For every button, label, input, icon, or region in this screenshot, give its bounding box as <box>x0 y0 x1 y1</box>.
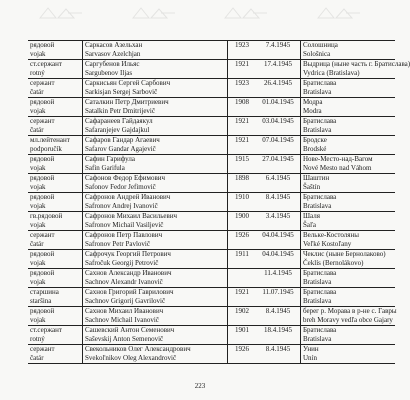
name-slovak: Sachnov Grigorij Gavrilovič <box>85 297 166 305</box>
name-russian: Сафронов Михаил Васильевич <box>85 212 178 220</box>
death-date: 11.4.1945 <box>264 269 292 277</box>
name-cell <box>83 117 228 136</box>
rank-russian: старшина <box>30 288 59 296</box>
birth-year: 1926 <box>235 231 249 239</box>
death-date-cell <box>256 212 301 231</box>
place-slovak: Veľké Kostoľany <box>303 240 352 248</box>
birth-year-cell <box>228 288 257 307</box>
place-russian: Чеклис (ныне Бернолаково) <box>303 250 386 258</box>
name-russian: Сафронов Андрей Иванович <box>85 193 171 201</box>
rank-slovak: vojak <box>30 50 46 58</box>
table-row <box>28 231 395 250</box>
name-russian: Сашевский Антон Семенович <box>85 326 175 334</box>
birth-year-cell <box>228 136 257 155</box>
name-slovak: Safonov Fedor Jefimovič <box>85 183 156 191</box>
name-slovak: Safronov Petr Pavlovič <box>85 240 150 248</box>
rank-slovak: staršina <box>30 297 52 305</box>
watermark-emblem-icon <box>38 6 84 20</box>
place-slovak: Bratislava <box>303 88 332 96</box>
rank-cell <box>28 79 83 98</box>
name-russian: Сафаров Гандар Агаевич <box>85 136 160 144</box>
rank-cell <box>28 117 83 136</box>
rank-cell <box>28 212 83 231</box>
death-date-cell <box>256 60 301 79</box>
name-cell <box>83 212 228 231</box>
rank-slovak: čatár <box>30 240 44 248</box>
rank-slovak: vojak <box>30 202 46 210</box>
table-row <box>28 41 395 60</box>
name-russian: Сахнов Григорий Гаврилович <box>85 288 174 296</box>
place-russian: Братислава <box>303 79 337 87</box>
death-date: 01.04.1945 <box>262 98 294 106</box>
page-number: 223 <box>194 382 206 390</box>
birth-year-cell <box>228 79 257 98</box>
birth-year: 1911 <box>235 250 249 258</box>
table-row <box>28 288 395 307</box>
table-row <box>28 155 395 174</box>
name-cell <box>83 174 228 193</box>
name-russian: Сахнов Михаил Иванович <box>85 307 164 315</box>
name-russian: Сафин Гарифула <box>85 155 135 163</box>
birth-year: 1921 <box>235 117 249 125</box>
death-date: 11.07.1945 <box>262 288 294 296</box>
rank-cell <box>28 98 83 117</box>
name-russian: Саргубенов Ильяс <box>85 60 140 68</box>
name-cell <box>83 307 228 326</box>
burial-place-cell <box>301 193 396 212</box>
name-cell <box>83 193 228 212</box>
rank-russian: рядовой <box>30 98 55 106</box>
table-row <box>28 326 395 345</box>
place-slovak: breh Moravy vedľa obce Gajary <box>303 316 393 324</box>
place-russian: Братислава <box>303 193 337 201</box>
rank-cell <box>28 345 83 364</box>
rank-cell <box>28 307 83 326</box>
birth-year: 1900 <box>235 212 249 220</box>
rank-russian: сержант <box>30 345 55 353</box>
birth-year-cell <box>228 212 257 231</box>
rank-slovak: vojak <box>30 259 46 267</box>
name-slovak: Svekoľnikov Oleg Alexandrovič <box>85 354 177 362</box>
burial-records-table <box>28 40 410 364</box>
burial-place-cell <box>301 98 396 117</box>
birth-year-cell <box>228 174 257 193</box>
death-date: 17.4.1945 <box>264 60 292 68</box>
birth-year: 1923 <box>235 79 249 87</box>
birth-year-cell <box>228 269 257 288</box>
place-russian: Солошница <box>303 41 338 49</box>
name-slovak: Safin Garifula <box>85 164 125 172</box>
place-russian: Шаля <box>303 212 320 220</box>
name-slovak: Sargubenov Iljas <box>85 69 133 77</box>
burial-place-cell <box>301 269 396 288</box>
rank-russian: ст.сержант <box>30 326 62 334</box>
name-cell <box>83 231 228 250</box>
birth-year-cell <box>228 307 257 326</box>
place-slovak: Unín <box>303 354 317 362</box>
rank-slovak: vojak <box>30 316 46 324</box>
table-row <box>28 60 395 79</box>
burial-place-cell <box>301 345 396 364</box>
place-slovak: Nové Mesto nad Váhom <box>303 164 372 172</box>
rank-cell <box>28 60 83 79</box>
watermark-emblem-icon <box>223 6 269 20</box>
birth-year: 1898 <box>235 174 249 182</box>
death-date-cell <box>256 288 301 307</box>
birth-year-cell <box>228 326 257 345</box>
birth-year: 1910 <box>235 193 249 201</box>
rank-slovak: vojak <box>30 278 46 286</box>
death-date: 6.4.1945 <box>265 174 291 182</box>
rank-russian: сержант <box>30 117 55 125</box>
name-cell <box>83 79 228 98</box>
place-russian: Братислава <box>303 326 337 334</box>
name-cell <box>83 326 228 345</box>
burial-place-cell <box>301 326 396 345</box>
rank-slovak: podporučík <box>30 145 62 153</box>
birth-year: 1901 <box>235 326 249 334</box>
birth-year: 1923 <box>235 41 249 49</box>
place-slovak: Modra <box>303 107 322 115</box>
watermark-emblem-icon <box>131 6 177 20</box>
name-cell <box>83 345 228 364</box>
birth-year: 1908 <box>235 98 249 106</box>
burial-place-cell <box>301 174 396 193</box>
rank-russian: рядовой <box>30 155 55 163</box>
death-date-cell <box>256 345 301 364</box>
birth-year-cell <box>228 41 257 60</box>
death-date: 27.04.1945 <box>262 155 294 163</box>
burial-place-cell <box>301 231 396 250</box>
place-russian: Братислава <box>303 117 337 125</box>
burial-place-cell <box>301 155 396 174</box>
name-slovak: Sarkisjan Sergej Sarbovič <box>85 88 158 96</box>
death-date: 04.04.1945 <box>262 231 294 239</box>
birth-year: 1921 <box>235 60 249 68</box>
burial-place-cell <box>301 288 396 307</box>
rank-russian: сержант <box>30 231 55 239</box>
rank-slovak: čatár <box>30 354 44 362</box>
death-date-cell <box>256 231 301 250</box>
rank-cell <box>28 41 83 60</box>
name-cell <box>83 41 228 60</box>
name-cell <box>83 98 228 117</box>
death-date-cell <box>256 174 301 193</box>
place-slovak: Šaľa <box>303 221 316 229</box>
place-slovak: Bratislava <box>303 126 332 134</box>
burial-place-cell <box>301 79 396 98</box>
rank-russian: мл.лейтенант <box>30 136 70 144</box>
rank-russian: ст.сержант <box>30 60 62 68</box>
rank-russian: рядовой <box>30 250 55 258</box>
rank-russian: рядовой <box>30 193 55 201</box>
birth-year-cell <box>228 98 257 117</box>
table-row <box>28 212 395 231</box>
place-russian: Унин <box>303 345 319 353</box>
name-cell <box>83 269 228 288</box>
place-russian: берег р. Морава в р-не с. Гавры <box>303 307 397 315</box>
death-date: 8.4.1945 <box>265 193 291 201</box>
birth-year-cell <box>228 60 257 79</box>
name-slovak: Satalkin Petr Dmitrijevič <box>85 107 155 115</box>
rank-russian: рядовой <box>30 307 55 315</box>
name-slovak: Safaranjejev Gajdajkul <box>85 126 150 134</box>
death-date: 26.4.1945 <box>264 79 292 87</box>
rank-cell <box>28 193 83 212</box>
place-russian: Модра <box>303 98 323 106</box>
birth-year-cell <box>228 193 257 212</box>
table-row <box>28 250 395 269</box>
burial-place-cell <box>301 60 410 79</box>
burial-place-cell <box>301 212 396 231</box>
rank-russian: рядовой <box>30 174 55 182</box>
death-date-cell <box>256 307 301 326</box>
birth-year-cell <box>228 117 257 136</box>
rank-cell <box>28 136 83 155</box>
burial-place-cell <box>301 117 396 136</box>
birth-year-cell <box>228 345 257 364</box>
place-russian: Выдрица (ныне часть г. Братислава) <box>303 60 410 68</box>
rank-slovak: rotný <box>30 335 45 343</box>
death-date-cell <box>256 136 301 155</box>
place-slovak: Brodské <box>303 145 327 153</box>
table-row <box>28 117 395 136</box>
name-cell <box>83 250 228 269</box>
place-slovak: Sološnica <box>303 50 331 58</box>
place-russian: Бродске <box>303 136 327 144</box>
rank-cell <box>28 250 83 269</box>
death-date-cell <box>256 117 301 136</box>
rank-slovak: rotný <box>30 69 45 77</box>
birth-year: 1902 <box>235 307 249 315</box>
table-row <box>28 345 395 364</box>
rank-slovak: vojak <box>30 183 46 191</box>
place-slovak: Bratislava <box>303 202 332 210</box>
table-row <box>28 98 395 117</box>
death-date: 18.4.1945 <box>264 326 292 334</box>
rank-cell <box>28 231 83 250</box>
name-slovak: Sachnov Michail Ivanovič <box>85 316 159 324</box>
name-cell <box>83 288 228 307</box>
name-slovak: Safročuk Georgij Petrovič <box>85 259 159 267</box>
place-slovak: Bratislava <box>303 297 332 305</box>
name-russian: Свекольников Олег Александрович <box>85 345 191 353</box>
place-slovak: Bratislava <box>303 278 332 286</box>
name-cell <box>83 136 228 155</box>
table-row <box>28 136 395 155</box>
name-slovak: Saševskij Anton Semenovič <box>85 335 164 343</box>
burial-place-cell <box>301 250 396 269</box>
death-date-cell <box>256 155 301 174</box>
name-russian: Саркисьян Сергей Сарбович <box>85 79 171 87</box>
birth-year: 1915 <box>235 155 249 163</box>
birth-year: 1926 <box>235 345 249 353</box>
death-date-cell <box>256 250 301 269</box>
name-russian: Сафрочук Георгий Петрович <box>85 250 171 258</box>
rank-slovak: vojak <box>30 221 46 229</box>
death-date-cell <box>256 41 301 60</box>
birth-year-cell <box>228 231 257 250</box>
rank-slovak: čatár <box>30 126 44 134</box>
name-russian: Сафонов Федор Ефимович <box>85 174 166 182</box>
name-russian: Сафронов Петр Павлович <box>85 231 163 239</box>
rank-slovak: čatár <box>30 88 44 96</box>
rank-russian: рядовой <box>30 269 55 277</box>
rank-russian: рядовой <box>30 41 55 49</box>
records-body <box>28 41 410 364</box>
death-date-cell <box>256 326 301 345</box>
burial-place-cell <box>301 41 396 60</box>
death-date: 07.04.1945 <box>262 136 294 144</box>
death-date-cell <box>256 98 301 117</box>
place-slovak: Bratislava <box>303 335 332 343</box>
name-slovak: Sarvasov Azelchjan <box>85 50 141 58</box>
death-date-cell <box>256 79 301 98</box>
name-russian: Саталкин Петр Дмитриевич <box>85 98 169 106</box>
place-russian: Нове-Место-над-Вагом <box>303 155 373 163</box>
death-date-cell <box>256 193 301 212</box>
birth-year: 1921 <box>235 136 249 144</box>
name-russian: Саркасов Азельхан <box>85 41 143 49</box>
name-cell <box>83 60 228 79</box>
table-row <box>28 79 395 98</box>
rank-slovak: vojak <box>30 107 46 115</box>
birth-year: 1921 <box>235 288 249 296</box>
place-slovak: Čeklís (Bernolákovo) <box>303 259 364 267</box>
death-date-cell <box>256 269 301 288</box>
watermark-strip <box>0 6 400 24</box>
table-row <box>28 269 395 288</box>
place-slovak: Šaštín <box>303 183 321 191</box>
death-date: 8.4.1945 <box>265 307 291 315</box>
table-row <box>28 174 395 193</box>
name-slovak: Safarov Gandar Agajevič <box>85 145 156 153</box>
birth-year-cell <box>228 155 257 174</box>
death-date: 7.4.1945 <box>265 41 291 49</box>
death-date: 04.04.1945 <box>262 250 294 258</box>
name-slovak: Safronov Andrej Ivanovič <box>85 202 158 210</box>
burial-place-cell <box>301 307 396 326</box>
birth-year <box>230 269 254 278</box>
place-russian: Братислава <box>303 269 337 277</box>
place-russian: Велькe-Костоляны <box>303 231 359 239</box>
death-date: 3.4.1945 <box>265 212 291 220</box>
rank-cell <box>28 269 83 288</box>
name-slovak: Sachnov Alexandr Ivanovič <box>85 278 163 286</box>
birth-year-cell <box>228 250 257 269</box>
name-cell <box>83 155 228 174</box>
name-slovak: Safronov Michail Vasiljevič <box>85 221 164 229</box>
rank-russian: гв.рядовой <box>30 212 63 220</box>
place-slovak: Vydrica (Bratislava) <box>303 69 360 77</box>
rank-russian: сержант <box>30 79 55 87</box>
rank-slovak: vojak <box>30 164 46 172</box>
death-date: 03.04.1945 <box>262 117 294 125</box>
watermark-emblem-icon <box>316 6 362 20</box>
name-russian: Сафаранеев Гайдаякул <box>85 117 153 125</box>
death-date: 8.4.1945 <box>265 345 291 353</box>
rank-cell <box>28 155 83 174</box>
table-row <box>28 307 395 326</box>
place-russian: Братислава <box>303 288 337 296</box>
table-row <box>28 193 395 212</box>
rank-cell <box>28 326 83 345</box>
rank-cell <box>28 288 83 307</box>
place-russian: Шаштин <box>303 174 330 182</box>
name-russian: Сахнов Александр Иванович <box>85 269 172 277</box>
burial-place-cell <box>301 136 396 155</box>
rank-cell <box>28 174 83 193</box>
